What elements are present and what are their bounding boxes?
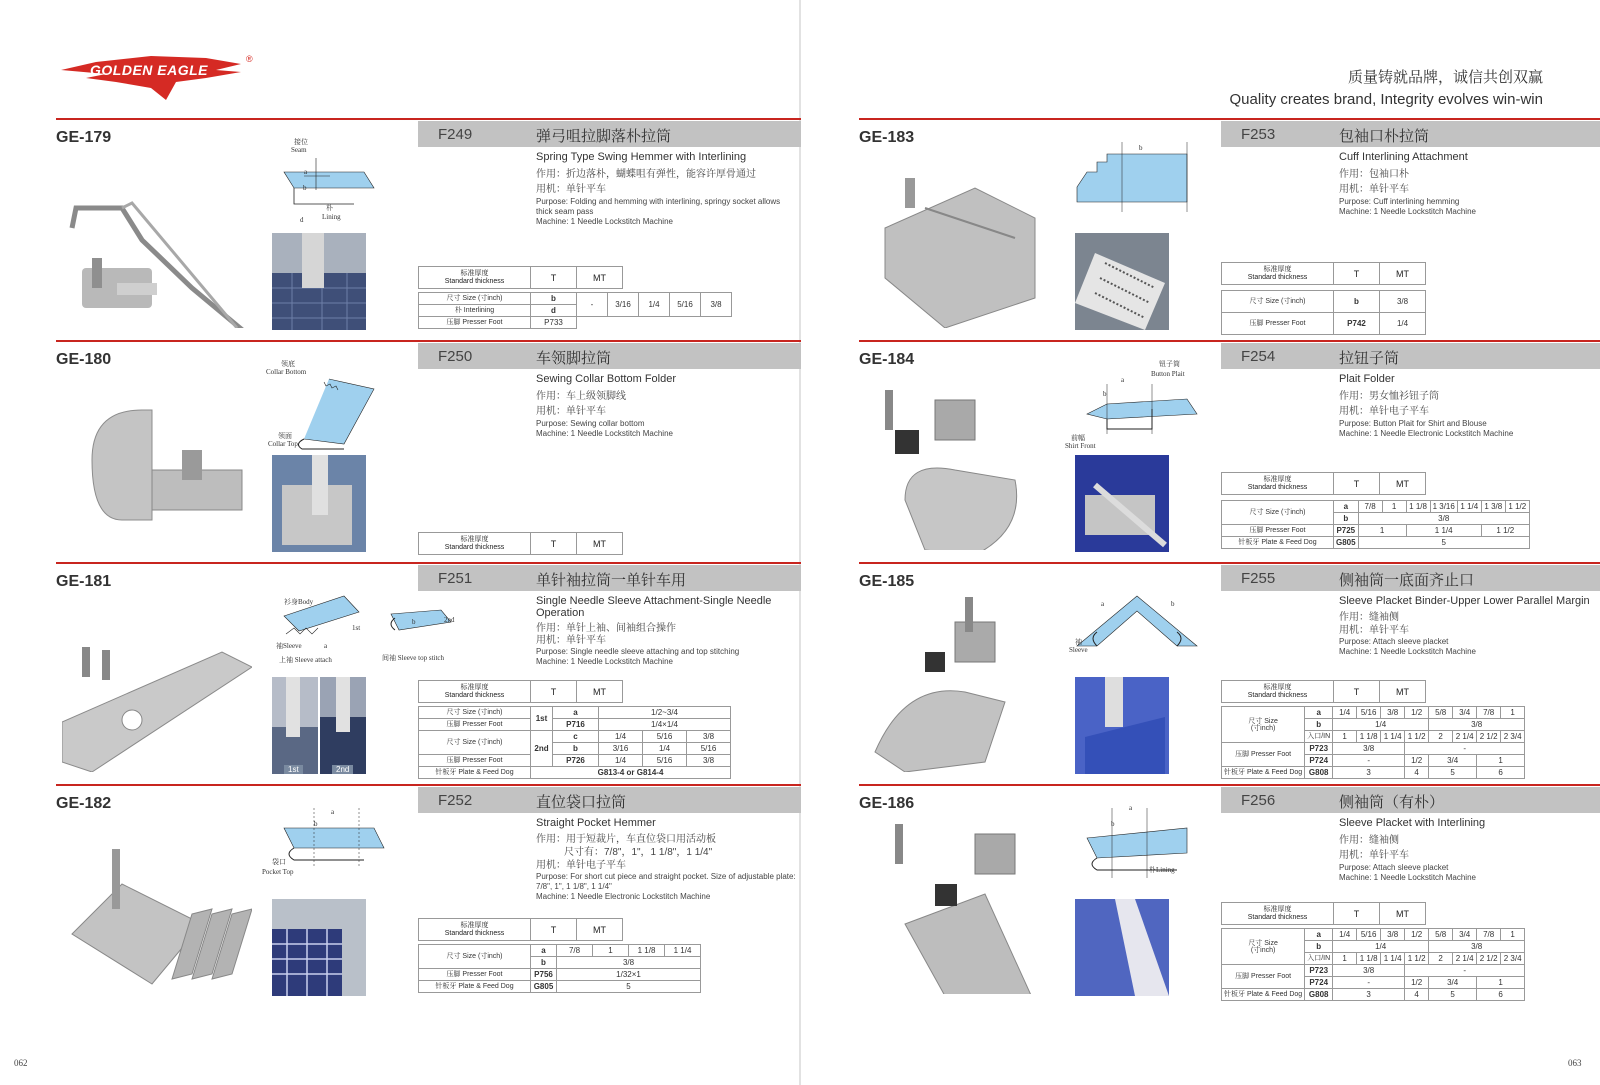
label-sleeve-cn: 袖 xyxy=(1075,638,1082,646)
machine-en: Machine: 1 Needle Electronic Lockstitch Machine xyxy=(1339,429,1514,438)
table-row: P724 - 1/2 3/4 1 xyxy=(1222,977,1525,989)
brand-logo xyxy=(56,48,256,108)
product-photo xyxy=(865,592,1055,772)
product-name-en: Straight Pocket Hemmer xyxy=(536,817,656,829)
product-photo xyxy=(865,148,1055,328)
label-b: b xyxy=(314,820,318,828)
product-photo xyxy=(62,814,252,994)
table-row: 尺寸 Size (寸inch) b 3/8 xyxy=(1222,291,1426,313)
table-row: b 1/4 3/8 xyxy=(1222,719,1525,731)
product-code: F250 xyxy=(438,348,473,365)
section-divider xyxy=(56,340,801,342)
section-divider xyxy=(56,784,801,786)
purpose-en: Purpose: Sewing collar bottom xyxy=(536,419,645,428)
table-row: 针板牙 Plate & Feed Dog G813-4 or G814-4 xyxy=(419,767,731,779)
table-row: 针板牙 Plate & Feed Dog G808 3 4 5 6 xyxy=(1222,989,1525,1001)
product-ge-184 xyxy=(859,340,1600,562)
label-b: b xyxy=(1103,390,1107,398)
sewing-detail-photo xyxy=(272,899,366,996)
label-collar-bottom-cn: 领底 xyxy=(281,360,295,368)
machine-cn: 用机：单针电子平车 xyxy=(536,860,626,871)
table-row: 朴 Interlining d xyxy=(419,305,732,317)
machine-en: Machine: 1 Needle Electronic Lockstitch Machine xyxy=(536,892,711,901)
machine-cn: 用机：单针平车 xyxy=(1339,850,1409,861)
table-row: 压脚 Presser Foot P742 1/4 xyxy=(1222,313,1426,335)
label-a: a xyxy=(1101,600,1105,608)
sewing-detail-photo xyxy=(1075,677,1169,774)
machine-cn: 用机：单针电子平车 xyxy=(1339,406,1429,417)
label-b: b xyxy=(1171,600,1175,608)
usage-cn: 作用：包袖口朴 xyxy=(1339,169,1409,180)
product-code: F251 xyxy=(438,570,473,587)
label-2nd: 2nd xyxy=(444,616,455,624)
table-row: 压脚 Presser Foot P725 1 1 1/4 1 1/2 xyxy=(1222,525,1530,537)
product-photo xyxy=(865,814,1055,994)
purpose-en: Purpose: Folding and hemming with interlining, springy socket allows thick seam pass xyxy=(536,197,781,216)
table-row: 尺寸 Size (寸inch) a 7/8 1 1 1/8 1 1/4 xyxy=(419,945,701,957)
label-a: a xyxy=(1121,376,1125,384)
machine-en: Machine: 1 Needle Lockstitch Machine xyxy=(536,217,673,226)
usage-cn: 作用：缝袖侧 xyxy=(1339,612,1399,623)
description xyxy=(536,595,798,667)
sewing-detail-photo-1st xyxy=(272,677,318,774)
product-ge-181 xyxy=(56,562,801,784)
product-ge-185 xyxy=(859,562,1600,784)
product-ge-186 xyxy=(859,784,1600,1006)
label-seam: Seam xyxy=(291,146,307,154)
sizes-cn: 尺寸有：7/8"，1"，1 1/8"，1 1/4" xyxy=(564,847,713,858)
machine-cn: 用机：单针平车 xyxy=(536,635,606,646)
usage-cn: 作用：折边落朴，蝴蝶咀有弹性，能容许厚骨通过 xyxy=(536,169,756,180)
description xyxy=(1339,595,1600,657)
purpose-en: Purpose: Single needle sleeve attaching and top stitching xyxy=(536,647,740,656)
label-pocket-top-cn: 袋口 xyxy=(272,858,286,866)
label-a: a xyxy=(1129,804,1133,812)
product-ge-182 xyxy=(56,784,801,1006)
brand-name: GOLDEN EAGLE xyxy=(90,62,209,78)
machine-cn: 用机：单针平车 xyxy=(1339,625,1409,636)
label-seam-cn: 接位 xyxy=(294,138,308,146)
table-row: 压脚 Presser Foot P723 3/8 - xyxy=(1222,965,1525,977)
table-row: 入口/IN 1 1 1/8 1 1/4 1 1/2 2 2 1/4 2 1/2 2 3/4 xyxy=(1222,953,1525,965)
model-number: GE-181 xyxy=(56,573,112,590)
table-row: 压脚 Presser Foot P716 1/4×1/4 xyxy=(419,719,731,731)
thickness-table: 标准厚度 Standard thickness T MT xyxy=(418,918,623,941)
thickness-table: 标准厚度 Standard thickness T MT xyxy=(1221,902,1426,925)
label-sleeve: Sleeve xyxy=(1069,646,1088,654)
product-name-cn: 侧袖筒一底面齐止口 xyxy=(1339,572,1475,589)
sewing-detail-photo xyxy=(1075,899,1169,996)
spec-table xyxy=(1221,706,1525,779)
product-name-cn: 弹弓咀拉脚落朴拉筒 xyxy=(536,128,672,145)
product-code: F249 xyxy=(438,126,473,143)
product-name-en: Sleeve Placket with Interlining xyxy=(1339,817,1486,829)
thickness-t: T xyxy=(531,267,577,289)
machine-en: Machine: 1 Needle Lockstitch Machine xyxy=(1339,873,1476,882)
product-code: F253 xyxy=(1241,126,1276,143)
label-sleeve: 袖Sleeve xyxy=(276,642,302,650)
label-sleeve-top-stitch: 间袖 Sleeve top stitch xyxy=(382,654,445,662)
page-number-right: 063 xyxy=(1568,1058,1582,1068)
cuff-diagram xyxy=(1067,132,1207,232)
model-number: GE-186 xyxy=(859,795,915,812)
usage-cn: 作用：用于短裁片，车直位袋口用活动板 xyxy=(536,834,716,845)
label-pocket-top: Pocket Top xyxy=(262,868,294,876)
table-row: 压脚 Presser Foot P726 1/4 5/16 3/8 xyxy=(419,755,731,767)
machine-cn: 用机：单针平车 xyxy=(536,184,606,195)
label-b: b xyxy=(412,618,416,626)
placket-diagram xyxy=(1067,576,1207,676)
usage-cn: 作用：男女恤衫钮子筒 xyxy=(1339,391,1439,402)
table-row: 尺寸 Size (寸inch) b - 3/16 1/4 5/16 3/8 xyxy=(419,293,732,305)
purpose-en: Purpose: Attach sleeve placket xyxy=(1339,637,1449,646)
plait-diagram xyxy=(1067,354,1207,454)
section-divider xyxy=(56,118,801,120)
usage-cn: 作用：单针上袖、间袖组合操作 xyxy=(536,623,676,634)
model-number: GE-179 xyxy=(56,129,112,146)
label-body: 衫身Body xyxy=(284,598,314,606)
table-row: b 3/8 xyxy=(1222,513,1530,525)
thickness-table: 标准厚度 Standard thickness T MT xyxy=(1221,262,1426,285)
label-a: a xyxy=(304,168,308,176)
description xyxy=(1339,151,1600,217)
caption-1st: 1st xyxy=(284,765,303,774)
product-ge-180 xyxy=(56,340,801,562)
purpose-en: Purpose: Attach sleeve placket xyxy=(1339,863,1449,872)
table-row: 尺寸 Size (寸inch) a 1/4 5/16 3/8 1/2 5/8 3/4 7/8 1 xyxy=(1222,929,1525,941)
sewing-detail-photo xyxy=(272,455,366,552)
product-photo xyxy=(62,148,252,328)
table-row: 针板牙 Plate & Feed Dog G805 5 xyxy=(1222,537,1530,549)
product-name-en: Single Needle Sleeve Attachment-Single Needle Operation xyxy=(536,595,772,619)
table-row: 尺寸 Size (寸inch) a 7/8 1 1 1/8 1 3/16 1 1/4 1 3/8 1 1/2 xyxy=(1222,501,1530,513)
label-shirt-front: Shirt Front xyxy=(1065,442,1096,450)
table-row: 入口/IN 1 1 1/8 1 1/4 1 1/2 2 2 1/4 2 1/2 2 3/4 xyxy=(1222,731,1525,743)
product-name-cn: 单针袖拉筒一单针车用 xyxy=(536,572,687,589)
product-photo xyxy=(62,370,252,550)
machine-en: Machine: 1 Needle Lockstitch Machine xyxy=(1339,207,1476,216)
purpose-en: Purpose: Cuff interlining hemming xyxy=(1339,197,1460,206)
label-button-plait-cn: 钮子筒 xyxy=(1159,360,1180,368)
machine-cn: 用机：单针平车 xyxy=(536,406,606,417)
model-number: GE-183 xyxy=(859,129,915,146)
table-row: 压脚 Presser Foot P733 xyxy=(419,317,732,329)
product-name-cn: 车领脚拉筒 xyxy=(536,350,612,367)
usage-cn: 作用：车上级领脚线 xyxy=(536,391,626,402)
machine-en: Machine: 1 Needle Lockstitch Machine xyxy=(536,429,673,438)
slogan xyxy=(1230,66,1543,108)
product-name-en: Sewing Collar Bottom Folder xyxy=(536,373,677,385)
usage-cn: 作用：缝袖侧 xyxy=(1339,835,1399,846)
description xyxy=(1339,373,1600,439)
section-divider xyxy=(859,118,1600,120)
code-bar xyxy=(1221,343,1600,369)
table-row: 尺寸 Size (寸inch) 1st a 1/2~3/4 xyxy=(419,707,731,719)
section-divider xyxy=(56,562,801,564)
purpose-en: Purpose: Button Plait for Shirt and Blouse xyxy=(1339,419,1487,428)
label-a: a xyxy=(324,642,328,650)
thickness-table: 标准厚度 Standard thickness T MT xyxy=(1221,680,1426,703)
purpose-en: Purpose: For short cut piece and straight pocket. Size of adjustable plate: 7/8", 1", 1 1/8", 1 1/4" xyxy=(536,872,796,891)
machine-en: Machine: 1 Needle Lockstitch Machine xyxy=(1339,647,1476,656)
product-name-en: Plait Folder xyxy=(1339,373,1395,385)
label-collar-top-cn: 领面 xyxy=(278,432,292,440)
machine-cn: 用机：单针平车 xyxy=(1339,184,1409,195)
spec-table xyxy=(1221,928,1525,1001)
product-ge-179 xyxy=(56,118,801,340)
thickness-label: 标准厚度 Standard thickness xyxy=(419,267,531,289)
label-lining: 朴Lining xyxy=(1149,866,1175,874)
label-b: b xyxy=(1111,820,1115,828)
table-row: b 3/16 1/4 5/16 xyxy=(419,743,731,755)
section-divider xyxy=(859,784,1600,786)
model-number: GE-182 xyxy=(56,795,112,812)
thickness-table: 标准厚度 Standard thickness T MT xyxy=(418,532,623,555)
label-1st: 1st xyxy=(352,624,361,632)
label-lining: Lining xyxy=(322,213,341,221)
product-ge-183 xyxy=(859,118,1600,340)
label-collar-top: Collar Top xyxy=(268,440,298,448)
table-row: P724 - 1/2 3/4 1 xyxy=(1222,755,1525,767)
product-code: F252 xyxy=(438,792,473,809)
label-b: b xyxy=(303,184,307,192)
product-name-cn: 拉钮子筒 xyxy=(1339,350,1400,367)
product-code: F254 xyxy=(1241,348,1276,365)
table-row: b 3/8 xyxy=(419,957,701,969)
sewing-detail-photo xyxy=(1075,233,1169,330)
product-name-en: Sleeve Placket Binder-Upper Lower Parallel Margin xyxy=(1339,595,1590,607)
top-stitch-diagram xyxy=(381,584,471,654)
label-d: d xyxy=(300,216,304,224)
thickness-mt: MT xyxy=(577,267,623,289)
product-photo xyxy=(865,370,1055,550)
label-sleeve-attach: 上袖 Sleeve attach xyxy=(279,656,332,664)
table-row: 尺寸 Size (寸inch) a 1/4 5/16 3/8 1/2 5/8 3/4 7/8 1 xyxy=(1222,707,1525,719)
spec-table xyxy=(418,944,701,993)
machine-en: Machine: 1 Needle Lockstitch Machine xyxy=(536,657,673,666)
product-code: F255 xyxy=(1241,570,1276,587)
thickness-table: 标准厚度 Standard thickness T MT xyxy=(1221,472,1426,495)
product-name-cn: 包袖口朴拉筒 xyxy=(1339,128,1430,145)
label-collar-bottom: Collar Bottom xyxy=(266,368,307,376)
model-number: GE-180 xyxy=(56,351,112,368)
sewing-detail-photo xyxy=(1075,455,1169,552)
eagle-logo-icon xyxy=(56,48,256,108)
caption-2nd: 2nd xyxy=(332,765,353,774)
table-row: 压脚 Presser Foot P723 3/8 - xyxy=(1222,743,1525,755)
product-code: F256 xyxy=(1241,792,1276,809)
slogan-en: Quality creates brand, Integrity evolves win-win xyxy=(1229,91,1543,108)
description xyxy=(536,151,798,227)
spec-table xyxy=(418,706,731,779)
product-name-en: Cuff Interlining Attachment xyxy=(1339,151,1468,163)
spec-table xyxy=(1221,500,1530,549)
spec-table xyxy=(418,292,732,329)
model-number: GE-184 xyxy=(859,351,915,368)
product-photo xyxy=(62,592,252,772)
table-row: 针板牙 Plate & Feed Dog G805 5 xyxy=(419,981,701,993)
table-row: b 1/4 3/8 xyxy=(1222,941,1525,953)
product-name-cn: 侧袖筒（有朴） xyxy=(1339,794,1445,811)
thickness-table xyxy=(418,266,623,289)
description xyxy=(1339,817,1600,883)
label-b: b xyxy=(1139,144,1143,152)
sewing-detail-photo-2nd xyxy=(320,677,366,774)
description xyxy=(536,817,798,902)
table-row: 压脚 Presser Foot P756 1/32×1 xyxy=(419,969,701,981)
thickness-table: 标准厚度 Standard thickness T MT xyxy=(418,680,623,703)
placket-interlining-diagram xyxy=(1067,798,1207,898)
sewing-detail-photo xyxy=(272,233,366,330)
spec-table xyxy=(1221,290,1426,335)
model-number: GE-185 xyxy=(859,573,915,590)
product-name-cn: 直位袋口拉筒 xyxy=(536,794,627,811)
product-name-en: Spring Type Swing Hemmer with Interlining xyxy=(536,151,747,163)
section-divider xyxy=(859,562,1600,564)
slogan-cn: 质量铸就品牌，诚信共创双赢 xyxy=(1347,69,1543,86)
table-row: 尺寸 Size (寸inch) 2nd c 1/4 5/16 3/8 xyxy=(419,731,731,743)
section-divider xyxy=(859,340,1600,342)
label-shirt-front-cn: 前幅 xyxy=(1071,434,1085,442)
label-lining-cn: 朴 xyxy=(326,204,333,212)
label-a: a xyxy=(331,808,335,816)
page-number-left: 062 xyxy=(14,1058,28,1068)
table-row: 针板牙 Plate & Feed Dog G808 3 4 5 6 xyxy=(1222,767,1525,779)
registered-mark: ® xyxy=(246,54,253,64)
description xyxy=(536,373,798,439)
label-button-plait: Button Plait xyxy=(1151,370,1185,378)
